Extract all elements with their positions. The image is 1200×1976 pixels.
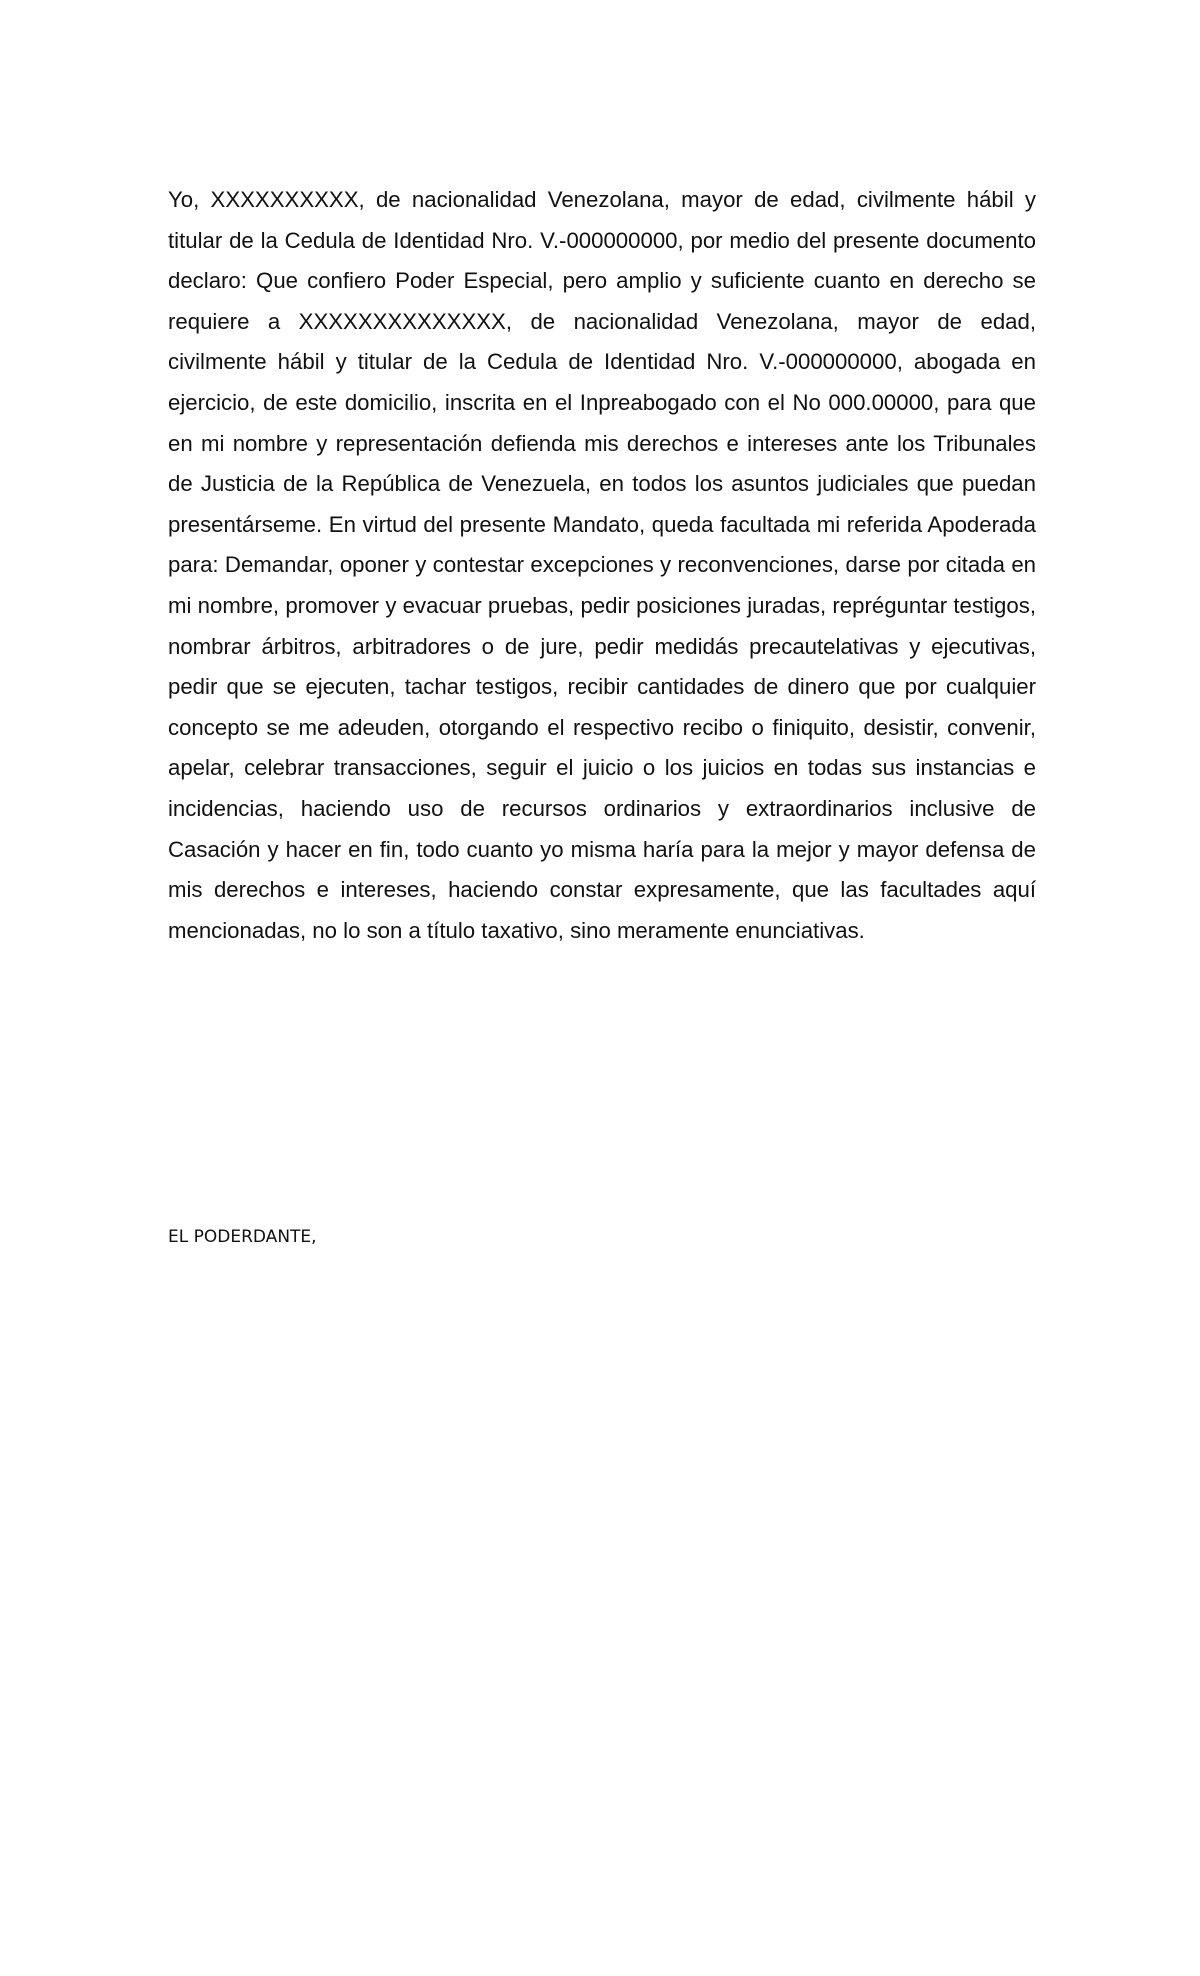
body-paragraph: Yo, XXXXXXXXXX, de nacionalidad Venezolana, mayor de edad, civilmente hábil y titular de la Cedula de Identidad Nro. V.-000000000, por medio del presente documento declaro: Que confiero Poder Especial, pero amplio y suficiente cuanto en derecho se requiere a XXXXXXXXXXXXXX, de nacionalidad Venezolana, mayor de edad, civilmente hábil y titular de la Cedula de Identidad Nro. V.-000000000, abogada en ejercicio, de este domicilio, inscrita en el Inpreabogado con el No 000.00000, para que en mi nombre y representación defienda mis derechos e intereses ante los Tribunales de Justicia de la República de Venezuela, en todos los asuntos judiciales que puedan presentárseme. En virtud del presente Mandato, queda facultada mi referida Apoderada para: Demandar, oponer y contestar excepciones y reconvenciones, darse por citada en mi nombre, promover y evacuar pruebas, pedir posiciones juradas, repréguntar testigos, nombrar árbitros, arbitradores o de jure, pedir medidás precautelativas y ejecutivas, pedir que se ejecuten, tachar testigos, recibir cantidades de dinero que por cualquier concepto se me adeuden, otorgando el respectivo recibo o finiquito, desistir, convenir, apelar, celebrar transacciones, seguir el juicio o los juicios en todas sus instancias e incidencias, haciendo uso de recursos ordinarios y extraordinarios inclusive de Casación y hacer en fin, todo cuanto yo misma haría para la mejor y mayor defensa de mis derechos e intereses, haciendo constar expresamente, que las facultades aquí mencionadas, no lo son a título taxativo, sino meramente enunciativas. [168,187,1036,943]
signature-label: EL PODERDANTE, [168,1227,317,1247]
